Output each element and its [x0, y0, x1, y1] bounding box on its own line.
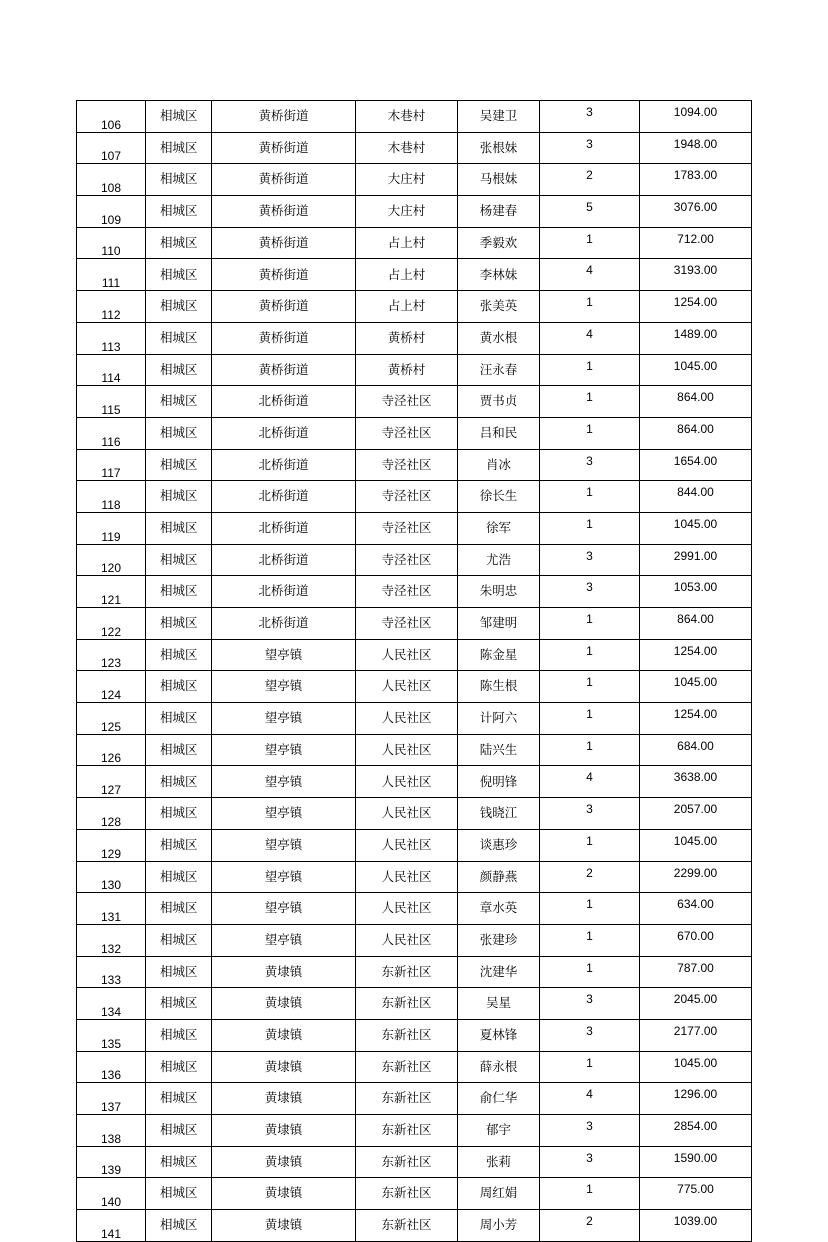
town-cell: 黄埭镇 — [212, 1019, 356, 1051]
table-row — [77, 449, 752, 481]
table-row — [77, 101, 752, 133]
town-cell: 黄埭镇 — [212, 988, 356, 1020]
household-count-cell: 4 — [540, 259, 640, 291]
row-number-cell: 141 — [77, 1210, 146, 1242]
town-cell: 望亭镇 — [212, 861, 356, 893]
person-name-cell: 贾书贞 — [458, 386, 540, 418]
village-cell: 东新社区 — [356, 988, 458, 1020]
village-cell: 人民社区 — [356, 924, 458, 956]
amount-cell: 1053.00 — [640, 576, 752, 608]
district-cell: 相城区 — [146, 1178, 212, 1210]
district-cell: 相城区 — [146, 956, 212, 988]
person-name-cell: 章水英 — [458, 893, 540, 925]
town-cell: 北桥街道 — [212, 386, 356, 418]
town-cell: 望亭镇 — [212, 766, 356, 798]
district-cell: 相城区 — [146, 671, 212, 703]
row-number-cell: 123 — [77, 639, 146, 671]
person-name-cell: 吴星 — [458, 988, 540, 1020]
amount-cell: 1254.00 — [640, 639, 752, 671]
district-cell: 相城区 — [146, 639, 212, 671]
village-cell: 寺泾社区 — [356, 512, 458, 544]
amount-cell: 1654.00 — [640, 449, 752, 481]
row-number-cell: 137 — [77, 1083, 146, 1115]
person-name-cell: 朱明忠 — [458, 576, 540, 608]
amount-cell: 1296.00 — [640, 1083, 752, 1115]
amount-cell: 2854.00 — [640, 1115, 752, 1147]
household-count-cell: 3 — [540, 576, 640, 608]
row-number-cell: 140 — [77, 1178, 146, 1210]
village-cell: 寺泾社区 — [356, 608, 458, 640]
district-cell: 相城区 — [146, 861, 212, 893]
person-name-cell: 谈惠珍 — [458, 829, 540, 861]
table-row — [77, 639, 752, 671]
person-name-cell: 吴建卫 — [458, 101, 540, 133]
village-cell: 人民社区 — [356, 639, 458, 671]
household-count-cell: 1 — [540, 703, 640, 735]
row-number-cell: 113 — [77, 322, 146, 354]
amount-cell: 2299.00 — [640, 861, 752, 893]
district-cell: 相城区 — [146, 988, 212, 1020]
row-number-cell: 134 — [77, 988, 146, 1020]
district-cell: 相城区 — [146, 734, 212, 766]
person-name-cell: 郁宇 — [458, 1115, 540, 1147]
row-number-cell: 115 — [77, 386, 146, 418]
town-cell: 黄埭镇 — [212, 1115, 356, 1147]
person-name-cell: 张美英 — [458, 291, 540, 323]
amount-cell: 3193.00 — [640, 259, 752, 291]
table-row — [77, 1051, 752, 1083]
household-count-cell: 1 — [540, 386, 640, 418]
person-name-cell: 季毅欢 — [458, 227, 540, 259]
amount-cell: 2045.00 — [640, 988, 752, 1020]
row-number-cell: 126 — [77, 734, 146, 766]
household-count-cell: 1 — [540, 829, 640, 861]
district-cell: 相城区 — [146, 259, 212, 291]
amount-cell: 1783.00 — [640, 164, 752, 196]
row-number-cell: 119 — [77, 512, 146, 544]
village-cell: 东新社区 — [356, 1115, 458, 1147]
table-row — [77, 354, 752, 386]
village-cell: 寺泾社区 — [356, 576, 458, 608]
row-number-cell: 136 — [77, 1051, 146, 1083]
district-cell: 相城区 — [146, 354, 212, 386]
person-name-cell: 钱晓江 — [458, 798, 540, 830]
row-number-cell: 108 — [77, 164, 146, 196]
amount-cell: 787.00 — [640, 956, 752, 988]
town-cell: 望亭镇 — [212, 893, 356, 925]
household-count-cell: 1 — [540, 512, 640, 544]
town-cell: 望亭镇 — [212, 671, 356, 703]
table-row — [77, 893, 752, 925]
person-name-cell: 俞仁华 — [458, 1083, 540, 1115]
household-count-cell: 1 — [540, 1051, 640, 1083]
row-number-cell: 116 — [77, 417, 146, 449]
person-name-cell: 沈建华 — [458, 956, 540, 988]
amount-cell: 1948.00 — [640, 132, 752, 164]
village-cell: 寺泾社区 — [356, 544, 458, 576]
household-count-cell: 1 — [540, 608, 640, 640]
amount-cell: 634.00 — [640, 893, 752, 925]
household-count-cell: 4 — [540, 766, 640, 798]
person-name-cell: 张根妹 — [458, 132, 540, 164]
district-cell: 相城区 — [146, 1146, 212, 1178]
district-cell: 相城区 — [146, 512, 212, 544]
town-cell: 黄埭镇 — [212, 1146, 356, 1178]
household-count-cell: 3 — [540, 449, 640, 481]
household-count-cell: 1 — [540, 1178, 640, 1210]
village-cell: 占上村 — [356, 259, 458, 291]
town-cell: 黄埭镇 — [212, 1083, 356, 1115]
household-count-cell: 3 — [540, 1146, 640, 1178]
village-cell: 东新社区 — [356, 1178, 458, 1210]
person-name-cell: 汪永春 — [458, 354, 540, 386]
amount-cell: 670.00 — [640, 924, 752, 956]
village-cell: 东新社区 — [356, 1210, 458, 1242]
row-number-cell: 131 — [77, 893, 146, 925]
village-cell: 寺泾社区 — [356, 481, 458, 513]
town-cell: 北桥街道 — [212, 608, 356, 640]
town-cell: 黄桥街道 — [212, 322, 356, 354]
data-table — [76, 100, 752, 1242]
row-number-cell: 117 — [77, 449, 146, 481]
village-cell: 大庄村 — [356, 196, 458, 228]
village-cell: 人民社区 — [356, 671, 458, 703]
village-cell: 人民社区 — [356, 861, 458, 893]
person-name-cell: 周小芳 — [458, 1210, 540, 1242]
district-cell: 相城区 — [146, 322, 212, 354]
district-cell: 相城区 — [146, 196, 212, 228]
person-name-cell: 肖冰 — [458, 449, 540, 481]
household-count-cell: 4 — [540, 322, 640, 354]
person-name-cell: 黄水根 — [458, 322, 540, 354]
village-cell: 人民社区 — [356, 829, 458, 861]
district-cell: 相城区 — [146, 544, 212, 576]
household-count-cell: 4 — [540, 1083, 640, 1115]
district-cell: 相城区 — [146, 576, 212, 608]
household-count-cell: 1 — [540, 671, 640, 703]
household-count-cell: 1 — [540, 227, 640, 259]
amount-cell: 1489.00 — [640, 322, 752, 354]
district-cell: 相城区 — [146, 1115, 212, 1147]
amount-cell: 775.00 — [640, 1178, 752, 1210]
household-count-cell: 1 — [540, 639, 640, 671]
district-cell: 相城区 — [146, 417, 212, 449]
person-name-cell: 马根妹 — [458, 164, 540, 196]
row-number-cell: 125 — [77, 703, 146, 735]
household-count-cell: 1 — [540, 354, 640, 386]
village-cell: 东新社区 — [356, 1019, 458, 1051]
table-row — [77, 924, 752, 956]
table-body — [77, 101, 752, 1242]
town-cell: 黄埭镇 — [212, 1210, 356, 1242]
amount-cell: 1045.00 — [640, 1051, 752, 1083]
table-row — [77, 829, 752, 861]
table-row — [77, 956, 752, 988]
amount-cell: 1590.00 — [640, 1146, 752, 1178]
amount-cell: 1045.00 — [640, 671, 752, 703]
table-row — [77, 798, 752, 830]
person-name-cell: 陈生根 — [458, 671, 540, 703]
district-cell: 相城区 — [146, 1083, 212, 1115]
town-cell: 望亭镇 — [212, 798, 356, 830]
amount-cell: 864.00 — [640, 417, 752, 449]
amount-cell: 3076.00 — [640, 196, 752, 228]
row-number-cell: 112 — [77, 291, 146, 323]
person-name-cell: 陈金星 — [458, 639, 540, 671]
table-row — [77, 164, 752, 196]
town-cell: 北桥街道 — [212, 576, 356, 608]
amount-cell: 1254.00 — [640, 291, 752, 323]
household-count-cell: 1 — [540, 893, 640, 925]
amount-cell: 1039.00 — [640, 1210, 752, 1242]
village-cell: 东新社区 — [356, 1083, 458, 1115]
town-cell: 黄桥街道 — [212, 354, 356, 386]
district-cell: 相城区 — [146, 1019, 212, 1051]
row-number-cell: 135 — [77, 1019, 146, 1051]
district-cell: 相城区 — [146, 101, 212, 133]
amount-cell: 1045.00 — [640, 354, 752, 386]
table-row — [77, 1178, 752, 1210]
town-cell: 北桥街道 — [212, 417, 356, 449]
district-cell: 相城区 — [146, 829, 212, 861]
table-row — [77, 512, 752, 544]
town-cell: 北桥街道 — [212, 481, 356, 513]
row-number-cell: 127 — [77, 766, 146, 798]
amount-cell: 1094.00 — [640, 101, 752, 133]
village-cell: 人民社区 — [356, 734, 458, 766]
amount-cell: 2057.00 — [640, 798, 752, 830]
amount-cell: 684.00 — [640, 734, 752, 766]
household-count-cell: 3 — [540, 798, 640, 830]
town-cell: 黄桥街道 — [212, 164, 356, 196]
table-row — [77, 227, 752, 259]
person-name-cell: 薛永根 — [458, 1051, 540, 1083]
row-number-cell: 124 — [77, 671, 146, 703]
district-cell: 相城区 — [146, 1210, 212, 1242]
table-row — [77, 291, 752, 323]
person-name-cell: 夏林锋 — [458, 1019, 540, 1051]
town-cell: 黄桥街道 — [212, 291, 356, 323]
village-cell: 人民社区 — [356, 798, 458, 830]
district-cell: 相城区 — [146, 227, 212, 259]
district-cell: 相城区 — [146, 291, 212, 323]
row-number-cell: 128 — [77, 798, 146, 830]
row-number-cell: 110 — [77, 227, 146, 259]
household-count-cell: 3 — [540, 544, 640, 576]
table-row — [77, 576, 752, 608]
town-cell: 黄埭镇 — [212, 1178, 356, 1210]
row-number-cell: 120 — [77, 544, 146, 576]
person-name-cell: 张莉 — [458, 1146, 540, 1178]
household-count-cell: 1 — [540, 734, 640, 766]
amount-cell: 1045.00 — [640, 512, 752, 544]
town-cell: 望亭镇 — [212, 639, 356, 671]
table-row — [77, 544, 752, 576]
household-count-cell: 2 — [540, 1210, 640, 1242]
town-cell: 望亭镇 — [212, 924, 356, 956]
household-count-cell: 1 — [540, 956, 640, 988]
town-cell: 望亭镇 — [212, 829, 356, 861]
person-name-cell: 计阿六 — [458, 703, 540, 735]
household-count-cell: 2 — [540, 164, 640, 196]
household-count-cell: 5 — [540, 196, 640, 228]
district-cell: 相城区 — [146, 386, 212, 418]
table-row — [77, 671, 752, 703]
table-row — [77, 417, 752, 449]
row-number-cell: 138 — [77, 1115, 146, 1147]
district-cell: 相城区 — [146, 703, 212, 735]
household-count-cell: 3 — [540, 132, 640, 164]
town-cell: 望亭镇 — [212, 703, 356, 735]
table-row — [77, 608, 752, 640]
amount-cell: 1254.00 — [640, 703, 752, 735]
row-number-cell: 118 — [77, 481, 146, 513]
row-number-cell: 130 — [77, 861, 146, 893]
household-count-cell: 3 — [540, 101, 640, 133]
table-row — [77, 734, 752, 766]
household-count-cell: 1 — [540, 924, 640, 956]
district-cell: 相城区 — [146, 924, 212, 956]
table-row — [77, 322, 752, 354]
town-cell: 北桥街道 — [212, 512, 356, 544]
village-cell: 黄桥村 — [356, 354, 458, 386]
table-row — [77, 703, 752, 735]
town-cell: 黄桥街道 — [212, 259, 356, 291]
amount-cell: 3638.00 — [640, 766, 752, 798]
town-cell: 黄桥街道 — [212, 227, 356, 259]
village-cell: 木巷村 — [356, 101, 458, 133]
person-name-cell: 陆兴生 — [458, 734, 540, 766]
amount-cell: 712.00 — [640, 227, 752, 259]
household-count-cell: 1 — [540, 291, 640, 323]
row-number-cell: 129 — [77, 829, 146, 861]
table-row — [77, 766, 752, 798]
row-number-cell: 109 — [77, 196, 146, 228]
person-name-cell: 徐长生 — [458, 481, 540, 513]
row-number-cell: 114 — [77, 354, 146, 386]
town-cell: 北桥街道 — [212, 544, 356, 576]
table-row — [77, 1083, 752, 1115]
district-cell: 相城区 — [146, 798, 212, 830]
person-name-cell: 吕和民 — [458, 417, 540, 449]
amount-cell: 844.00 — [640, 481, 752, 513]
amount-cell: 2177.00 — [640, 1019, 752, 1051]
table-row — [77, 1019, 752, 1051]
village-cell: 人民社区 — [356, 893, 458, 925]
table-row — [77, 196, 752, 228]
amount-cell: 1045.00 — [640, 829, 752, 861]
amount-cell: 2991.00 — [640, 544, 752, 576]
household-count-cell: 1 — [540, 481, 640, 513]
village-cell: 寺泾社区 — [356, 386, 458, 418]
district-cell: 相城区 — [146, 766, 212, 798]
village-cell: 东新社区 — [356, 1146, 458, 1178]
town-cell: 黄桥街道 — [212, 132, 356, 164]
village-cell: 东新社区 — [356, 1051, 458, 1083]
village-cell: 大庄村 — [356, 164, 458, 196]
person-name-cell: 倪明锋 — [458, 766, 540, 798]
village-cell: 东新社区 — [356, 956, 458, 988]
row-number-cell: 107 — [77, 132, 146, 164]
table-row — [77, 259, 752, 291]
village-cell: 占上村 — [356, 291, 458, 323]
table-row — [77, 1146, 752, 1178]
village-cell: 占上村 — [356, 227, 458, 259]
town-cell: 黄埭镇 — [212, 1051, 356, 1083]
district-cell: 相城区 — [146, 1051, 212, 1083]
row-number-cell: 121 — [77, 576, 146, 608]
district-cell: 相城区 — [146, 893, 212, 925]
household-count-cell: 2 — [540, 861, 640, 893]
table-row — [77, 1210, 752, 1242]
district-cell: 相城区 — [146, 449, 212, 481]
person-name-cell: 尤浩 — [458, 544, 540, 576]
district-cell: 相城区 — [146, 164, 212, 196]
table-row — [77, 861, 752, 893]
row-number-cell: 106 — [77, 101, 146, 133]
village-cell: 人民社区 — [356, 766, 458, 798]
village-cell: 寺泾社区 — [356, 417, 458, 449]
person-name-cell: 李林妹 — [458, 259, 540, 291]
household-count-cell: 3 — [540, 1115, 640, 1147]
town-cell: 北桥街道 — [212, 449, 356, 481]
row-number-cell: 133 — [77, 956, 146, 988]
row-number-cell: 132 — [77, 924, 146, 956]
table-row — [77, 132, 752, 164]
household-count-cell: 3 — [540, 1019, 640, 1051]
amount-cell: 864.00 — [640, 608, 752, 640]
table-row — [77, 1115, 752, 1147]
district-cell: 相城区 — [146, 481, 212, 513]
person-name-cell: 邹建明 — [458, 608, 540, 640]
district-cell: 相城区 — [146, 132, 212, 164]
person-name-cell: 颜静燕 — [458, 861, 540, 893]
table-row — [77, 481, 752, 513]
town-cell: 黄桥街道 — [212, 196, 356, 228]
amount-cell: 864.00 — [640, 386, 752, 418]
village-cell: 寺泾社区 — [356, 449, 458, 481]
row-number-cell: 122 — [77, 608, 146, 640]
village-cell: 黄桥村 — [356, 322, 458, 354]
row-number-cell: 139 — [77, 1146, 146, 1178]
person-name-cell: 张建珍 — [458, 924, 540, 956]
town-cell: 黄埭镇 — [212, 956, 356, 988]
village-cell: 木巷村 — [356, 132, 458, 164]
row-number-cell: 111 — [77, 259, 146, 291]
person-name-cell: 周红娟 — [458, 1178, 540, 1210]
table-row — [77, 386, 752, 418]
household-count-cell: 3 — [540, 988, 640, 1020]
town-cell: 黄桥街道 — [212, 101, 356, 133]
person-name-cell: 杨建春 — [458, 196, 540, 228]
person-name-cell: 徐军 — [458, 512, 540, 544]
household-count-cell: 1 — [540, 417, 640, 449]
village-cell: 人民社区 — [356, 703, 458, 735]
table-row — [77, 988, 752, 1020]
town-cell: 望亭镇 — [212, 734, 356, 766]
district-cell: 相城区 — [146, 608, 212, 640]
